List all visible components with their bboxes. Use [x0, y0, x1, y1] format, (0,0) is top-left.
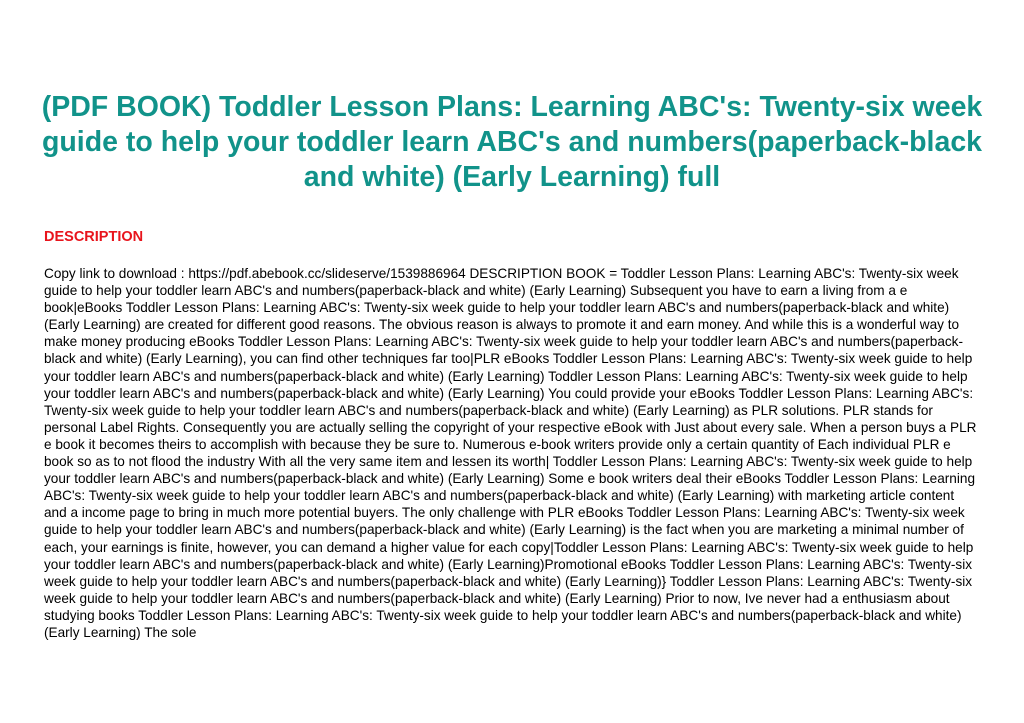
document-title: (PDF BOOK) Toddler Lesson Plans: Learning ABC's: Twenty-six week guide to help your toddler learn ABC's and numbers(paperback-black and white) (Early Learning) full: [41, 91, 983, 193]
description-heading: DESCRIPTION: [44, 229, 144, 245]
description-body: Copy link to download : https://pdf.abebook.cc/slideserve/1539886964 DESCRIPTION BOOK = Toddler Lesson Plans: Learning ABC's: Twenty-six week guide to help your toddler learn ABC's and numbers(paperback-black and white) (Early Learning) Subsequent you have to earn a living from a e book|eBooks Toddler Lesson Plans: Learning ABC's: Twenty-six week guide to help your toddler learn ABC's and numbers(paperback-black and white) (Early Learning) are created for different good reasons. The obvious reason is always to promote it and earn money. And while this is a wonderful way to make money producing eBooks Toddler Lesson Plans: Learning ABC's: Twenty-six week guide to help your toddler learn ABC's and numbers(paperback-black and white) (Early Learning), you can find other techniques far too|PLR eBooks Toddler Lesson Plans: Learning ABC's: Twenty-six week guide to help your toddler learn ABC's and numbers(paperback-black and white) (Early Learning) Toddler Lesson Plans: Learning ABC's: Twenty-six week guide to help your toddler learn ABC's and numbers(paperback-black and white) (Early Learning) You could provide your eBooks Toddler Lesson Plans: Learning ABC's: Twenty-six week guide to help your toddler learn ABC's and numbers(paperback-black and white) (Early Learning) as PLR solutions. PLR stands for personal Label Rights. Consequently you are actually selling the copyright of your respective eBook with Just about every sale. When a person buys a PLR e book it becomes theirs to accomplish with because they be sure to. Numerous e-book writers provide only a certain quantity of Each individual PLR e book so as to not flood the industry With all the very same item and lessen its worth| Toddler Lesson Plans: Learning ABC's: Twenty-six week guide to help your toddler learn ABC's and numbers(paperback-black and white) (Early Learning) Some e book writers deal their eBooks Toddler Lesson Plans: Learning ABC's: Twenty-six week guide to help your toddler learn ABC's and numbers(paperback-black and white) (Early Learning) with marketing article content and a income page to bring in much more potential buyers. The only challenge with PLR eBooks Toddler Lesson Plans: Learning ABC's: Twenty-six week guide to help your toddler learn ABC's and numbers(paperback-black and white) (Early Learning) is the fact when you are marketing a minimal number of each, your earnings is finite, however, you can demand a higher value for each copy|Toddler Lesson Plans: Learning ABC's: Twenty-six week guide to help your toddler learn ABC's and numbers(paperback-black and white) (Early Learning)Promotional eBooks Toddler Lesson Plans: Learning ABC's: Twenty-six week guide to help your toddler learn ABC's and numbers(paperback-black and white) (Early Learning)} Toddler Lesson Plans: Learning ABC's: Twenty-six week guide to help your toddler learn ABC's and numbers(paperback-black and white) (Early Learning) Prior to now, Ive never had a enthusiasm about studying books Toddler Lesson Plans: Learning ABC's: Twenty-six week guide to help your toddler learn ABC's and numbers(paperback-black and white) (Early Learning) The sole: [44, 266, 977, 640]
